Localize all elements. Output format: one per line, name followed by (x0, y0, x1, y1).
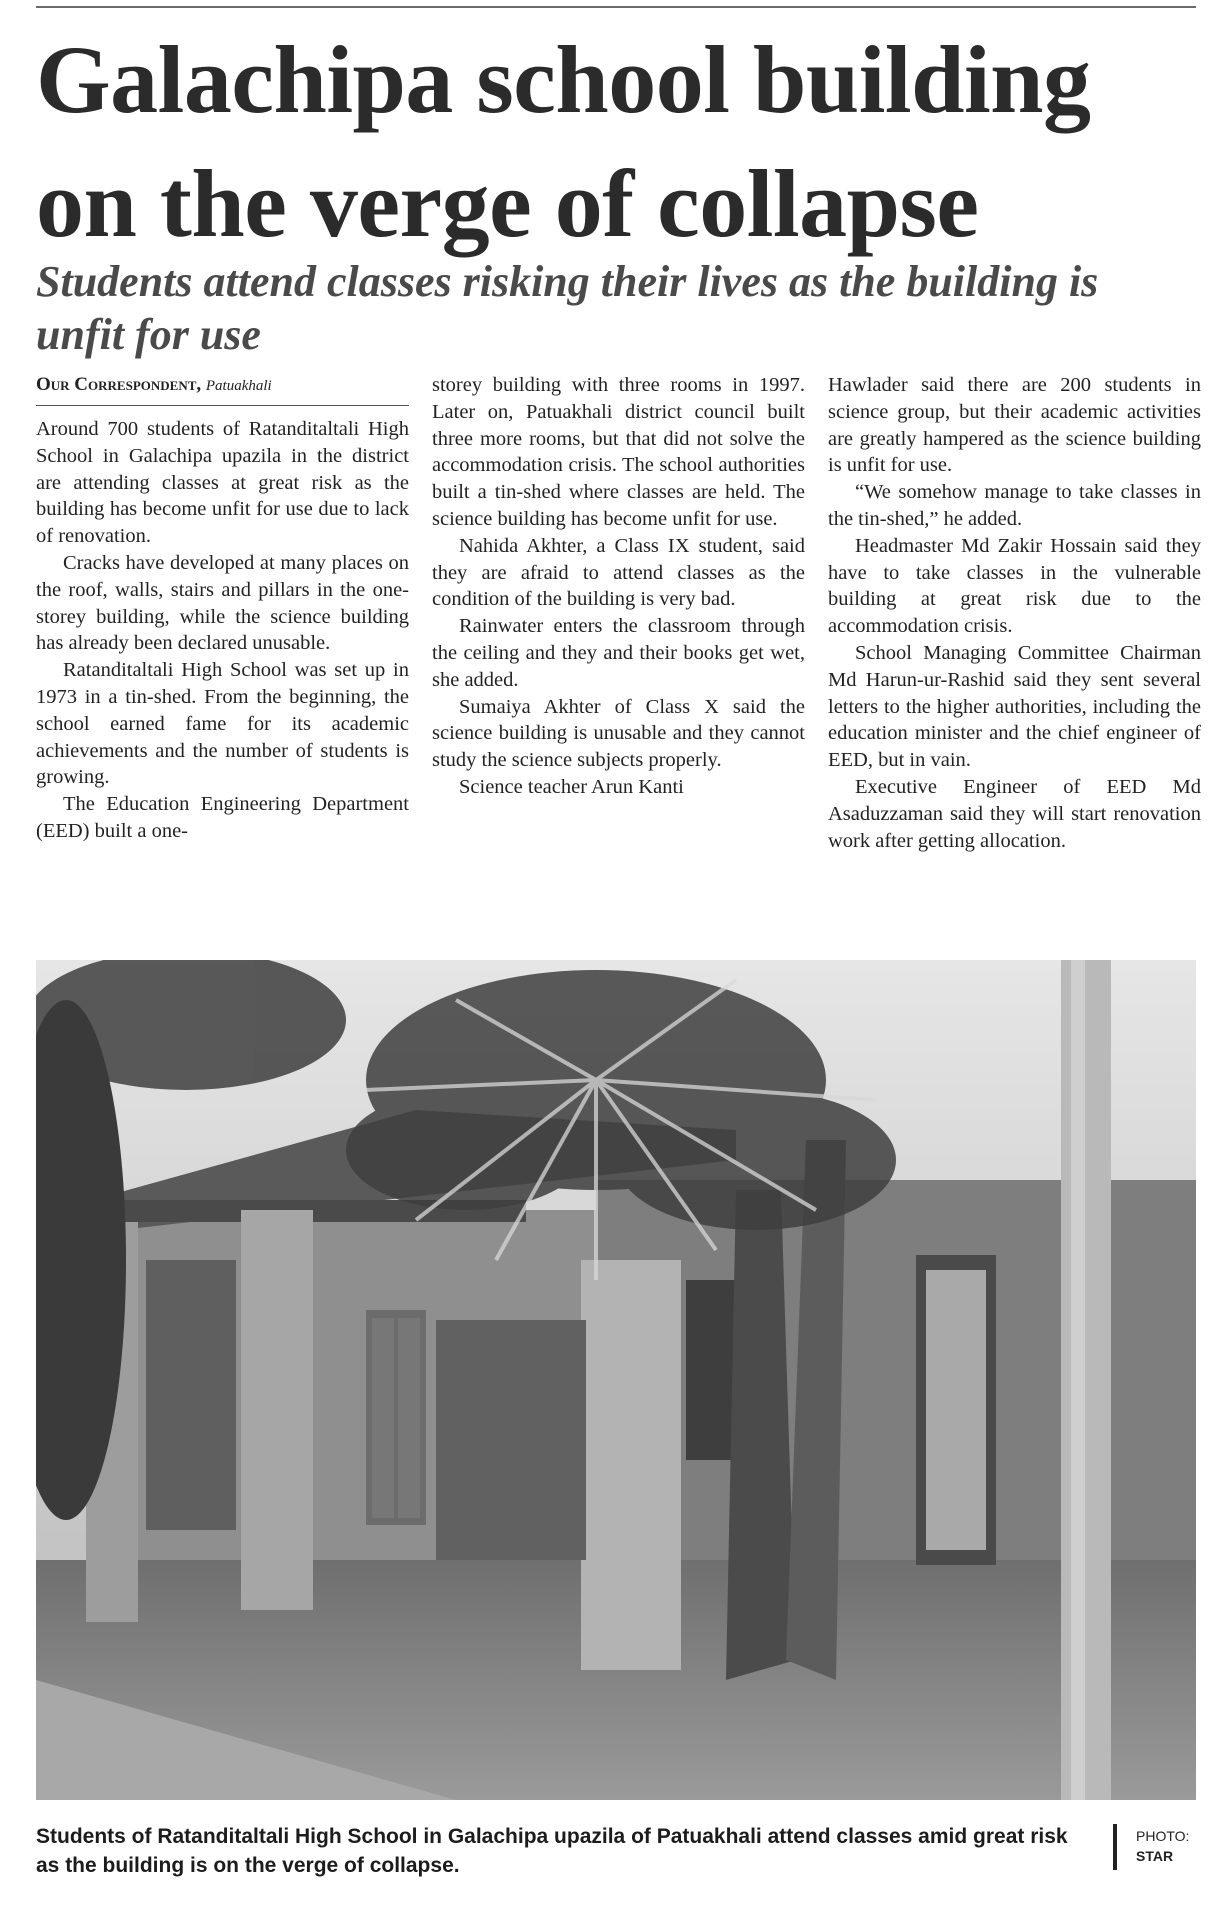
credit-divider (1113, 1824, 1117, 1870)
paragraph: storey building with three rooms in 1997. Later on, Patuakhali district council built three more rooms, but that did not solve the accommodation crisis. The school authorities built a tin-shed where classes are held. The science building has become unfit for use. (432, 374, 805, 530)
top-rule (36, 6, 1196, 8)
paragraph: Science teacher Arun Kanti (459, 775, 684, 798)
paragraph: Nahida Akhter, a Class IX student, said they are afraid to attend classes as the condition of the building is very bad. (432, 534, 805, 611)
photo-credit-label: PHOTO: (1136, 1828, 1190, 1844)
paragraph: School Managing Committee Chairman Md Harun-ur-Rashid said they sent several letters to the higher authorities, including the education minister and the chief engineer of EED, but in vain. (828, 641, 1201, 772)
paragraph: Ratanditaltali High School was set up in 1973 in a tin-shed. From the beginning, the school earned fame for its academic achievements and the number of students is growing. (36, 659, 409, 789)
byline (36, 372, 409, 406)
photo-credit-source: STAR (1136, 1848, 1174, 1864)
paragraph: Sumaiya Akhter of Class X said the science building is unusable and they cannot study the science subjects properly. (432, 695, 805, 772)
paragraph: Cracks have developed at many places on the roof, walls, stairs and pillars in the one-storey building, while the science building has already been declared unusable. (36, 551, 409, 655)
paragraph: Hawlader said there are 200 students in science group, but their academic activities are greatly hampered as the science building is unfit for use. (828, 374, 1201, 477)
photo-caption: Students of Ratanditaltali High School in Galachipa upazila of Patuakhali attend classes amid great risk as the building is on the verge of collapse. (36, 1825, 1068, 1877)
byline-dateline: Patuakhali (205, 378, 272, 394)
article-column-2 (432, 372, 805, 801)
paragraph: The Education Engineering Department (EED) built a one- (36, 793, 409, 842)
photo-credit (1136, 1826, 1208, 1866)
paragraph: Headmaster Md Zakir Hossain said they have to take classes in the vulnerable building at great risk due to the accommodation crisis. (828, 534, 1201, 638)
article-column-3 (828, 372, 1201, 854)
school-building-photo (36, 960, 1196, 1800)
headline: Galachipa school building on the verge of collapse (36, 26, 1091, 257)
paragraph: Executive Engineer of EED Md Asaduzzaman said they will start renovation work after getting allocation. (828, 775, 1201, 852)
byline-author: Our Correspondent, (36, 374, 202, 395)
paragraph: Around 700 students of Ratanditaltali High School in Galachipa upazila in the district are attending classes at great risk as the building has become unfit for use due to lack of renovation. (36, 418, 409, 548)
subheadline: Students attend classes risking their lives as the building is unfit for use (36, 257, 1099, 359)
paragraph: Rainwater enters the classroom through the ceiling and they and their books get wet, she added. (432, 615, 805, 691)
news-photo (36, 960, 1196, 1800)
paragraph: “We somehow manage to take classes in the tin-shed,” he added. (828, 481, 1201, 530)
article-column-1 (36, 372, 409, 845)
